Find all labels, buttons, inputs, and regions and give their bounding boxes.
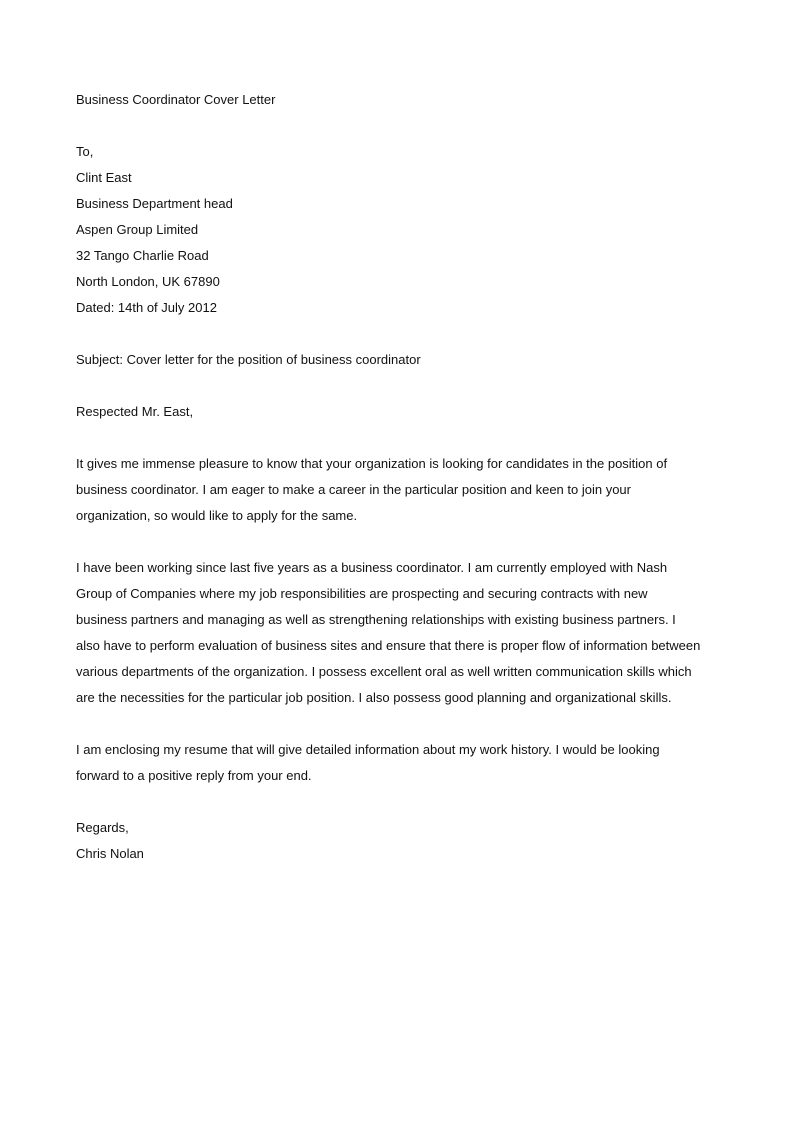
body-paragraph-1 [76,451,716,529]
letter-closing: Regards, [76,820,129,835]
recipient-to: To, [76,144,94,159]
paragraph-line: business coordinator. I am eager to make a career in the particular position and keen to join your [76,482,631,497]
paragraph-line: I have been working since last five years as a business coordinator. I am currently employed with Nash [76,560,668,575]
paragraph-line: are the necessities for the particular job position. I also possess good planning and organizational skills. [76,690,672,705]
spacer [76,425,716,451]
recipient-name: Clint East [76,170,132,185]
body-paragraph-2 [76,555,716,711]
paragraph-line: It gives me immense pleasure to know that your organization is looking for candidates in the position of [76,456,668,471]
recipient-block [76,139,716,321]
letter-signature: Chris Nolan [76,846,144,861]
paragraph-line: also have to perform evaluation of business sites and ensure that there is proper flow of information between [76,638,701,653]
paragraph-line: organization, so would like to apply for the same. [76,508,358,523]
paragraph-line: various departments of the organization. I possess excellent oral as well written communication skills which [76,664,692,679]
recipient-company: Aspen Group Limited [76,222,199,237]
letter-subject: Subject: Cover letter for the position of business coordinator [76,352,421,367]
spacer [76,789,716,815]
spacer [76,711,716,737]
recipient-address-line2: North London, UK 67890 [76,274,220,289]
body-paragraph-3 [76,737,716,789]
recipient-address-line1: 32 Tango Charlie Road [76,248,209,263]
letter-content [76,87,716,867]
spacer [76,113,716,139]
recipient-role: Business Department head [76,196,233,211]
letter-greeting: Respected Mr. East, [76,404,194,419]
paragraph-line: Group of Companies where my job responsibilities are prospecting and securing contracts with new [76,586,648,601]
paragraph-line: I am enclosing my resume that will give detailed information about my work history. I would be looking [76,742,660,757]
paragraph-line: business partners and managing as well as strengthening relationships with existing business partners. I [76,612,676,627]
spacer [76,529,716,555]
spacer [76,373,716,399]
document-title: Business Coordinator Cover Letter [76,92,276,107]
letter-date: Dated: 14th of July 2012 [76,300,217,315]
spacer [76,321,716,347]
paragraph-line: forward to a positive reply from your end. [76,768,312,783]
